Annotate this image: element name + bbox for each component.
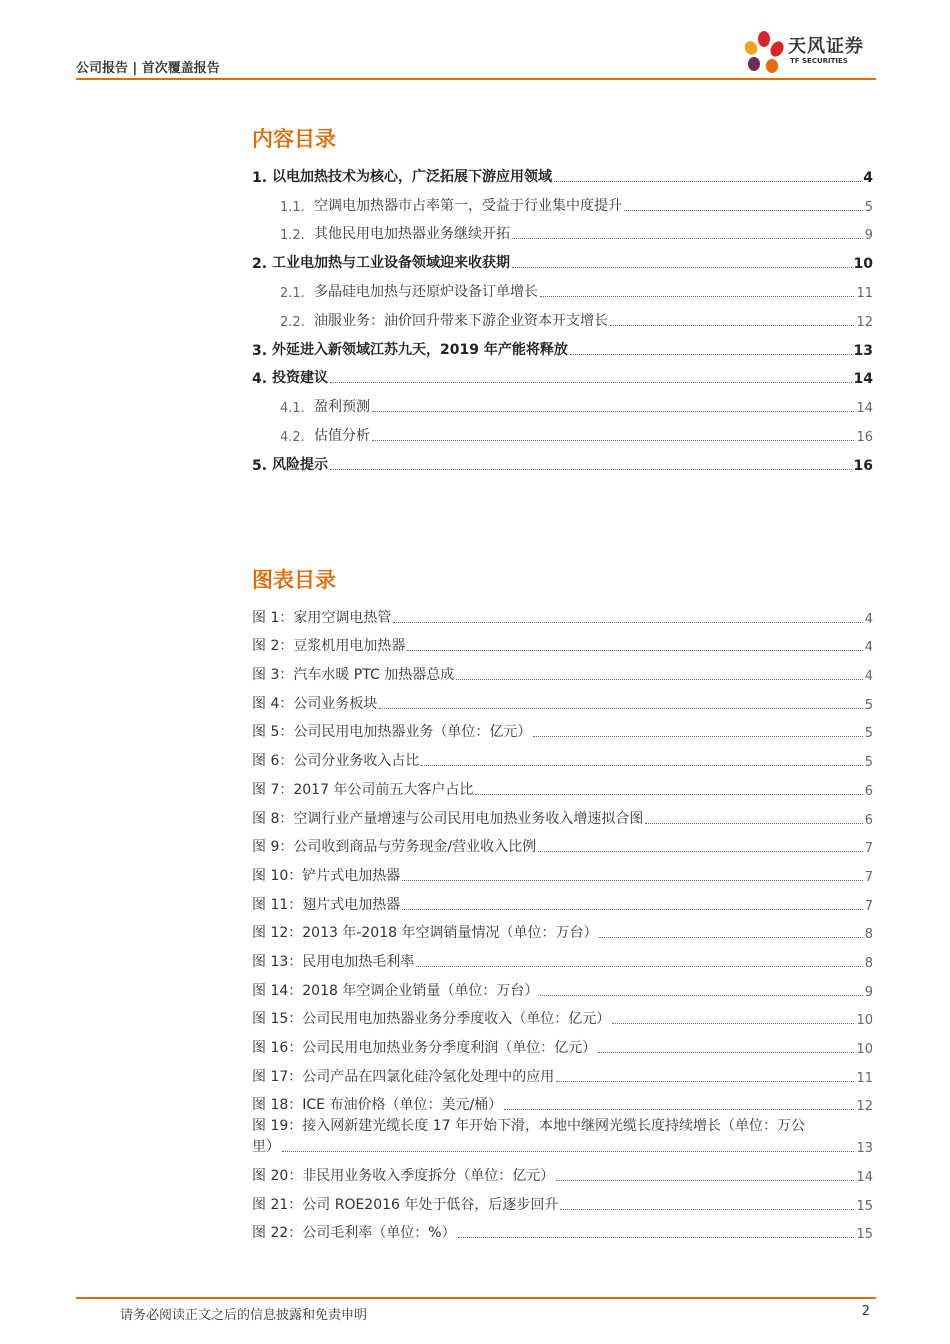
toc-entry[interactable] [252,387,873,416]
figure-entry[interactable] [252,1057,873,1086]
figure-entry[interactable] [252,971,873,1000]
figure-page: 10 [856,1013,873,1029]
toc-entry[interactable] [252,445,873,474]
figure-page: 12 [856,1099,873,1115]
dot-leader [599,937,862,938]
dot-leader [598,1052,854,1053]
toc-number: 5. [252,457,268,474]
toc-number: 2. [252,256,268,273]
figure-title: 图 4：公司业务板块 [252,695,378,712]
toc-title: 其他民用电加热器业务继续开拓 [314,226,510,243]
dot-leader [570,354,852,355]
figure-entry[interactable] [252,885,873,914]
figure-title: 图 13：民用电加热毛利率 [252,953,415,970]
dot-leader [393,622,862,623]
figure-page: 5 [864,755,873,771]
figure-entry[interactable] [252,914,873,943]
dot-leader [554,181,861,182]
figure-page: 4 [864,669,873,685]
toc-number: 3. [252,342,268,359]
dot-leader [282,1151,854,1152]
toc-heading: 内容目录 [252,127,336,151]
figure-title: 图 14：2018 年空调企业销量（单位：万台） [252,982,539,999]
toc-page: 12 [856,314,873,330]
toc-title: 投资建议 [272,370,328,387]
figure-entry[interactable] [252,598,873,627]
toc-entry[interactable] [252,272,873,301]
footer-divider [76,1297,876,1299]
toc-title: 风险提示 [272,456,328,473]
toc-number: 4.1. [280,401,305,417]
dot-leader [533,736,862,737]
figure-title: 图 20：非民用业务收入季度拆分（单位：亿元） [252,1168,555,1185]
figure-entry[interactable] [252,1156,873,1185]
figure-page: 10 [856,1042,873,1057]
figure-title: 图 19：接入网新建光缆长度 17 年开始下滑，本地中继网光缆长度持续增长（单位：万公 [252,1118,805,1135]
figure-page: 9 [864,984,873,1000]
figure-page: 7 [864,869,873,885]
figure-entry[interactable] [252,828,873,857]
toc-list [252,157,873,474]
figure-title: 图 22：公司毛利率（单位：%） [252,1225,456,1242]
figure-page: 11 [856,1070,873,1086]
page-header [76,36,876,80]
figure-title: 图 9：公司收到商品与劳务现金/营业收入比例 [252,839,537,856]
dot-leader [512,238,863,239]
figure-page: 6 [864,812,873,828]
figure-title: 图 7：2017 年公司前五大客户占比 [252,781,474,798]
dot-leader [504,1109,854,1110]
figure-page: 14 [856,1170,873,1186]
figure-title: 图 15：公司民用电加热器业务分季度收入（单位：亿元） [252,1011,611,1028]
figure-list [252,598,873,1242]
figure-page: 4 [864,640,873,656]
toc-entry[interactable] [252,215,873,244]
toc-page: 16 [856,429,873,445]
toc-number: 1.2. [280,228,305,244]
dot-leader [372,411,854,412]
toc-page: 4 [863,169,873,186]
dot-leader [512,267,852,268]
dot-leader [556,1081,854,1082]
dot-leader [610,325,854,326]
toc-entry[interactable] [252,243,873,272]
logo-chinese-name: 天风证券 [788,36,864,57]
figure-page: 7 [864,841,873,857]
toc-page: 16 [853,457,873,474]
figure-title: 图 18：ICE 布油价格（单位：美元/桶） [252,1097,503,1114]
figure-title: 图 12：2013 年-2018 年空调销量情况（单位：万台） [252,925,598,942]
figure-entry[interactable] [252,713,873,742]
dot-leader [645,823,862,824]
dot-leader [407,650,862,651]
figure-title: 图 11：翅片式电加热器 [252,896,401,913]
figure-page: 8 [864,955,873,971]
dot-leader [475,794,862,795]
toc-title: 估值分析 [314,427,370,444]
figure-title: 图 16：公司民用电加热业务分季度利润（单位：亿元） [252,1040,597,1056]
toc-entry[interactable] [252,359,873,388]
figure-page: 6 [864,783,873,799]
toc-page: 11 [856,285,873,301]
figure-page: 13 [856,1141,873,1157]
toc-title: 工业电加热与工业设备领域迎来收获期 [272,255,510,272]
figure-page: 5 [864,726,873,742]
dot-leader [402,880,862,881]
footer-disclaimer: 请务必阅读正文之后的信息披露和免责申明 [120,1308,368,1323]
dot-leader [456,679,863,680]
figure-page: 4 [864,611,873,627]
figure-page: 15 [856,1198,873,1214]
logo-english-name: TF SECURITIES [790,57,848,65]
toc-number: 2.2. [280,314,305,330]
dot-leader [330,469,852,470]
dot-leader [540,995,862,996]
figure-entry[interactable] [252,856,873,885]
dot-leader [416,966,862,967]
dot-leader [330,382,852,383]
toc-title: 多晶硅电加热与还原炉设备订单增长 [314,283,538,300]
dot-leader [538,851,863,852]
dot-leader [372,440,854,441]
figure-title-continued: 里） [252,1139,280,1156]
figure-entry[interactable] [252,1214,873,1243]
toc-entry[interactable] [252,301,873,330]
figure-title: 图 3：汽车水暖 PTC 加热器总成 [252,667,455,684]
page-number: 2 [861,1304,870,1319]
figure-entry[interactable] [252,799,873,828]
toc-number: 4.2. [280,429,305,445]
toc-number: 4. [252,371,268,388]
dot-leader [379,708,862,709]
figure-title: 图 21：公司 ROE2016 年处于低谷，后逐步回升 [252,1196,559,1213]
toc-title: 外延进入新领域江苏九天，2019 年产能将释放 [272,341,568,358]
figure-title: 图 2：豆浆机用电加热器 [252,638,406,655]
figure-entry[interactable] [252,741,873,770]
dot-leader [540,296,854,297]
dot-leader [624,210,863,211]
figure-title: 图 6：公司分业务收入占比 [252,753,420,770]
dot-leader [421,765,862,766]
report-type-label: 公司报告 | 首次覆盖报告 [76,61,220,76]
header-divider [76,78,876,80]
figure-entry[interactable] [252,1086,873,1115]
dot-leader [612,1023,854,1024]
figure-title: 图 1：家用空调电热管 [252,609,392,626]
toc-number: 1. [252,169,268,186]
figure-entry[interactable] [252,655,873,684]
toc-page: 5 [864,199,873,215]
figure-entry[interactable] [252,1028,873,1057]
company-logo [742,30,876,78]
toc-page: 9 [864,228,873,244]
figure-entry[interactable] [252,1114,873,1156]
toc-entry[interactable] [252,416,873,445]
toc-number: 1.1. [280,199,305,215]
dot-leader [556,1180,854,1181]
figure-page: 15 [856,1227,873,1243]
figure-title: 图 10：铲片式电加热器 [252,867,401,884]
toc-page: 14 [853,371,873,388]
figure-page: 5 [864,697,873,713]
toc-entry[interactable] [252,186,873,215]
toc-number: 2.1. [280,285,305,301]
toc-title: 油服业务：油价回升带来下游企业资本开支增长 [314,312,608,329]
toc-title: 以电加热技术为核心，广泛拓展下游应用领域 [272,168,552,185]
toc-page: 10 [853,256,873,273]
figure-entry[interactable] [252,627,873,656]
dot-leader [560,1209,854,1210]
flower-logo-icon [742,30,788,78]
figures-heading: 图表目录 [252,568,336,592]
toc-entry[interactable] [252,330,873,359]
toc-title: 空调电加热器市占率第一，受益于行业集中度提升 [314,197,622,214]
toc-page: 14 [856,401,873,417]
figure-page: 7 [864,898,873,914]
figure-entry[interactable] [252,684,873,713]
figure-title: 图 8：空调行业产量增速与公司民用电加热业务收入增速拟合图 [252,810,644,827]
figure-entry[interactable] [252,942,873,971]
figure-entry[interactable] [252,1185,873,1214]
figure-title: 图 5：公司民用电加热器业务（单位：亿元） [252,724,532,741]
toc-page: 13 [853,342,873,359]
toc-entry[interactable] [252,157,873,186]
toc-title: 盈利预测 [314,399,370,416]
figure-page: 8 [864,927,873,943]
figure-title: 图 17：公司产品在四氯化硅冷氢化处理中的应用 [252,1068,555,1085]
dot-leader [402,909,862,910]
figure-entry[interactable] [252,770,873,799]
figure-entry[interactable] [252,1000,873,1029]
dot-leader [458,1237,855,1238]
